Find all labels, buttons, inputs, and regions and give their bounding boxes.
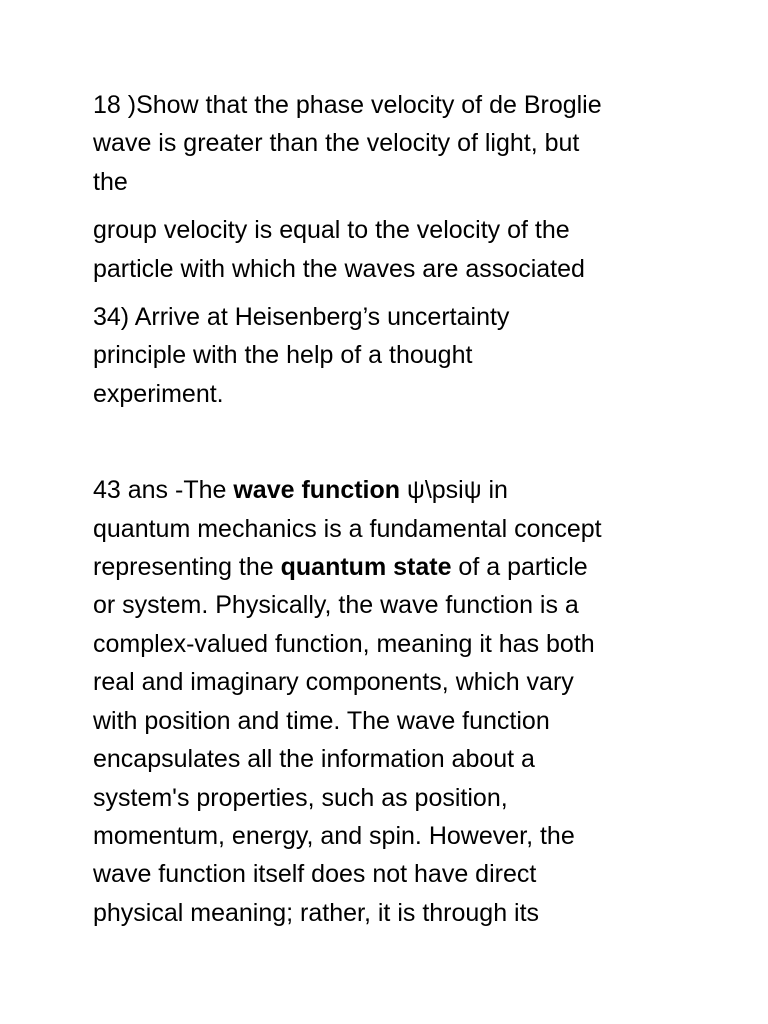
text-line: wave is greater than the velocity of light, but [93,129,580,158]
answer-text: of a particle [451,553,588,582]
text-line: the [93,167,128,196]
question-34 [93,298,693,413]
bold-term-wave-function: wave function [233,476,401,505]
answer-43 [93,471,693,932]
document-page [93,86,693,932]
answer-line: or system. Physically, the wave function is a [93,591,579,620]
answer-line: with position and time. The wave function [93,706,550,735]
answer-line [93,471,693,509]
bold-term-quantum-state: quantum state [280,553,452,582]
text-line: principle with the help of a thought [93,341,473,370]
question-18-part-1 [93,86,693,201]
answer-line [93,548,693,586]
answer-line: system's properties, such as position, [93,783,508,812]
answer-text: representing the [93,553,281,582]
answer-line: quantum mechanics is a fundamental concept [93,514,602,543]
answer-line: encapsulates all the information about a [93,745,535,774]
answer-line: physical meaning; rather, it is through its [93,898,540,927]
answer-line: complex-valued function, meaning it has both [93,629,595,658]
answer-line: momentum, energy, and spin. However, the [93,821,575,850]
answer-text: ψ\psiψ in [400,476,508,505]
text-line: experiment. [93,379,224,408]
answer-prefix: 43 ans -The [93,476,234,505]
answer-line: real and imaginary components, which vary [93,668,574,697]
text-line: 34) Arrive at Heisenberg’s uncertainty [93,303,510,332]
answer-line: wave function itself does not have direct [93,860,537,889]
question-18-part-2 [93,211,693,288]
text-line: 18 )Show that the phase velocity of de Broglie [93,91,602,119]
text-line: particle with which the waves are associated [93,254,585,283]
text-line: group velocity is equal to the velocity of the [93,216,570,245]
